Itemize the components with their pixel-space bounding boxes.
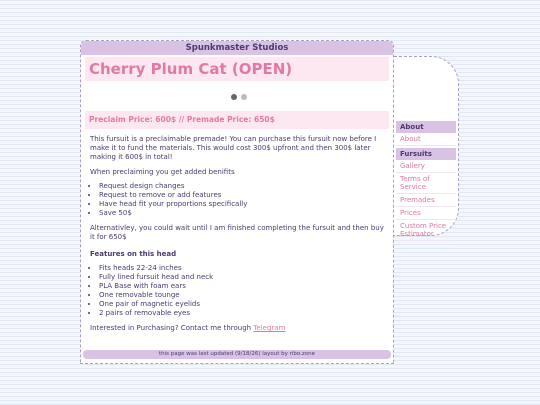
nav-link-custom-price-estimator[interactable]: Custom Price Estimator <box>396 220 456 241</box>
features-heading: Features on this head <box>90 250 177 258</box>
contact-paragraph <box>90 324 384 333</box>
telegram-link[interactable]: Telegram <box>253 324 286 332</box>
page-title: Cherry Plum Cat (OPEN) <box>85 57 389 81</box>
alternative-paragraph: Alternativley, you could wait until I am finished completing the fursuit and then buy it for 650$ <box>90 224 384 241</box>
content-body <box>81 135 393 333</box>
side-navigation <box>396 119 456 241</box>
nav-heading-about: About <box>396 121 456 133</box>
list-item: • One pair of magnetic eyelids <box>99 300 384 309</box>
slider-dot-active[interactable] <box>231 94 237 100</box>
slider-dot[interactable] <box>241 94 247 100</box>
list-item: • PLA Base with foam ears <box>99 282 384 291</box>
list-item: • Request design changes <box>99 182 384 191</box>
nav-link-about[interactable]: About <box>396 133 456 146</box>
list-item: • Fits heads 22-24 inches <box>99 264 384 273</box>
list-item: • Have head fit your proportions specifically <box>99 200 384 209</box>
features-list <box>90 264 384 318</box>
site-header: Spunkmaster Studios <box>81 41 393 55</box>
main-panel <box>80 40 394 364</box>
list-item: • 2 pairs of removable eyes <box>99 309 384 318</box>
contact-text: Interested in Purchasing? Contact me through <box>90 324 254 332</box>
nav-heading-fursuits: Fursuits <box>396 148 456 160</box>
list-item: • Request to remove or add features <box>99 191 384 200</box>
nav-link-gallery[interactable]: Gallery <box>396 160 456 173</box>
price-banner: Preclaim Price: 600$ // Premade Price: 650$ <box>85 111 389 129</box>
list-item: • One removable tounge <box>99 291 384 300</box>
image-slider <box>85 81 389 109</box>
page-footer: this page was last updated (9/18/26) layout by ribo.zone <box>83 350 391 359</box>
intro-paragraph: This fursuit is a preclaimable premade! You can purchase this fursuit now before I make it to fund the materials. This would cost 300$ upfront and then 300$ later making it 600$ in total! <box>90 135 377 161</box>
benefits-list <box>90 182 384 218</box>
benefits-intro: When preclaiming you get added benifits <box>90 168 235 176</box>
nav-link-prices[interactable]: Prices <box>396 207 456 220</box>
list-item: • Save 50$ <box>99 209 384 218</box>
nav-link-premades[interactable]: Premades <box>396 194 456 207</box>
nav-link-terms-of-service[interactable]: Terms of Service <box>396 173 456 194</box>
list-item: • Fully lined fursuit head and neck <box>99 273 384 282</box>
